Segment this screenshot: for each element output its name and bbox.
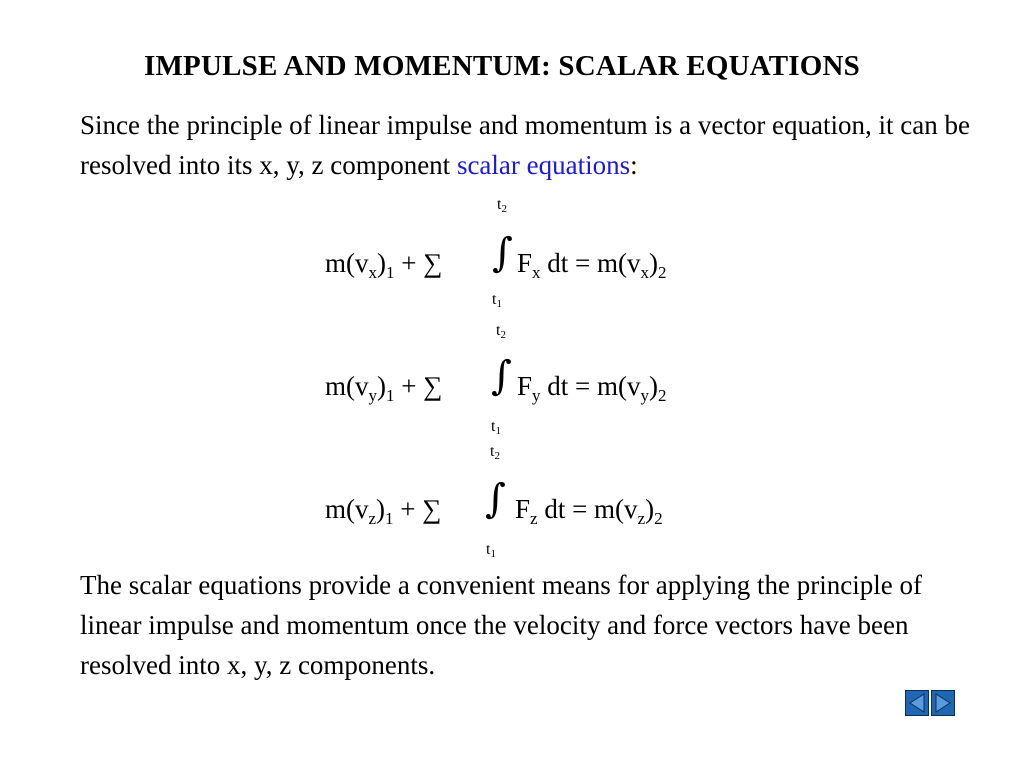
right-arrow-icon <box>934 693 952 713</box>
upper-limit-x: $t_2$ <box>497 196 507 215</box>
next-slide-button[interactable] <box>931 690 955 716</box>
intro-text: Since the principle of linear impulse and momentum is a vector equation, it can be resolved into its x, y, z component <box>80 110 970 180</box>
equation-x-lhs: $m(v_x)_1$ + ∑ <box>325 248 443 282</box>
lower-limit-x: $t_1$ <box>492 291 502 310</box>
upper-limit-y: $t_2$ <box>496 322 506 341</box>
lower-limit-z: $t_1$ <box>486 541 496 560</box>
equation-z <box>0 476 1024 529</box>
equation-x-rhs: $F_x$ dt = $m(v_x)_2$ <box>517 248 667 282</box>
equation-z-lhs: $m(v_z)_1$ + ∑ <box>325 494 442 528</box>
integral-sign-icon: ∫ <box>491 353 512 399</box>
scalar-equations-highlight: scalar equations <box>456 150 631 180</box>
lower-limit-y: $t_1$ <box>491 418 501 437</box>
equation-y-rhs: $F_y$ dt = $m(v_y)_2$ <box>517 371 667 405</box>
closing-paragraph: The scalar equations provide a convenient means for applying the principle of linear impulse and momentum once the velocity and force vectors have been resolved into x, y, z components. <box>80 570 922 680</box>
slide-navigation <box>905 690 956 716</box>
intro-paragraph <box>80 105 980 185</box>
left-arrow-icon <box>908 693 926 713</box>
equation-x <box>0 230 1024 283</box>
slide-title: IMPULSE AND MOMENTUM: SCALAR EQUATIONS <box>144 50 860 82</box>
previous-slide-button[interactable] <box>905 690 929 716</box>
equation-y <box>0 353 1024 406</box>
equation-y-lhs: $m(v_y)_1$ + ∑ <box>325 371 443 405</box>
intro-colon: : <box>630 150 638 180</box>
integral-sign-icon: ∫ <box>485 476 506 522</box>
equation-z-rhs: $F_z$ dt = $m(v_z)_2$ <box>515 494 663 528</box>
integral-sign-icon: ∫ <box>492 230 513 276</box>
upper-limit-z: $t_2$ <box>490 443 500 462</box>
